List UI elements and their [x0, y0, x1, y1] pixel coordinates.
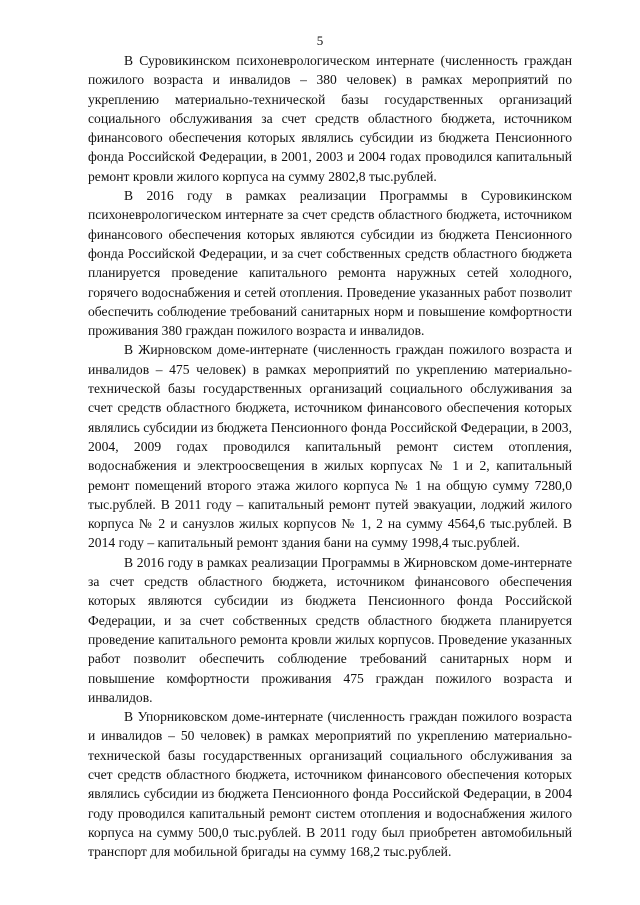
paragraph-zhirnovsk-2016-plan: В 2016 году в рамках реализации Программы в Жирновском доме-интернате за счет средств областного бюджета, источником финансового обеспечения которых являются субсидии из бюджета Пенсионного фонда Российской Федерации, и за счет собственных средств областного бюджета планируется проведение капитального ремонта кровли жилых корпусов. Проведение указанных работ позволит обеспечить соблюдение требований санитарных норм и повышение комфортности проживания 475 граждан пожилого возраста и инвалидов. — [88, 554, 572, 705]
paragraph-surovikino-history: В Суровикинском психоневрологическом интернате (численность граждан пожилого возраста и инвалидов – 380 человек) в рамках мероприятий по укреплению материально-технической базы государственных организаций социального обслуживания за счет средств областного бюджета, источником финансового обеспечения которых являлись субсидии из бюджета Пенсионного фонда Российской Федерации, в 2001, 2003 и 2004 годах проводился капитальный ремонт кровли жилого корпуса на сумму 2802,8 тыс.рублей. — [88, 53, 572, 184]
page-number: 5 — [316, 33, 324, 48]
paragraph-upornikovsk-history: В Упорниковском доме-интернате (численность граждан пожилого возраста и инвалидов – 50 человек) в рамках мероприятий по укреплению материально-технической базы государственных организаций социального обслуживания за счет средств областного бюджета, источником финансового обеспечения которых являлись субсидии из бюджета Пенсионного фонда Российской Федерации, в 2004 году проводился капитальный ремонт систем отопления и водоснабжения жилого корпуса на сумму 500,0 тыс.рублей. В 2011 году был приобретен автомобильный транспорт для мобильной бригады на сумму 168,2 тыс.рублей. — [88, 709, 572, 860]
document-body — [88, 51, 572, 861]
paragraph-surovikino-2016-plan: В 2016 году в рамках реализации Программы в Суровикинском психоневрологическом интернате за счет средств областного бюджета, источником финансового обеспечения которых являются субсидии из бюджета Пенсионного фонда Российской Федерации, и за счет собственных средств областного бюджета планируется проведение капитального ремонта наружных сетей холодного, горячего водоснабжения и сетей отопления. Проведение указанных работ позволит обеспечить соблюдение требований санитарных норм и повышение комфортности проживания 380 граждан пожилого возраста и инвалидов. — [88, 188, 572, 339]
paragraph-zhirnovsk-history: В Жирновском доме-интернате (численность граждан пожилого возраста и инвалидов – 475 человек) в рамках мероприятий по укреплению материально-технической базы государственных организаций социального обслуживания за счет средств областного бюджета, источником финансового обеспечения которых являлись субсидии из бюджета Пенсионного фонда Российской Федерации, в 2003, 2004, 2009 годах проводился капитальный ремонт систем отопления, водоснабжения и электроосвещения в жилых корпусах № 1 и 2, капитальный ремонт помещений второго этажа жилого корпуса № 1 на общую сумму 7280,0 тыс.рублей. В 2011 году – капитальный ремонт путей эвакуации, лоджий жилого корпуса № 2 и санузлов жилых корпусов № 1, 2 на сумму 4564,6 тыс.рублей. В 2014 году – капитальный ремонт здания бани на сумму 1998,4 тыс.рублей. — [88, 342, 572, 551]
